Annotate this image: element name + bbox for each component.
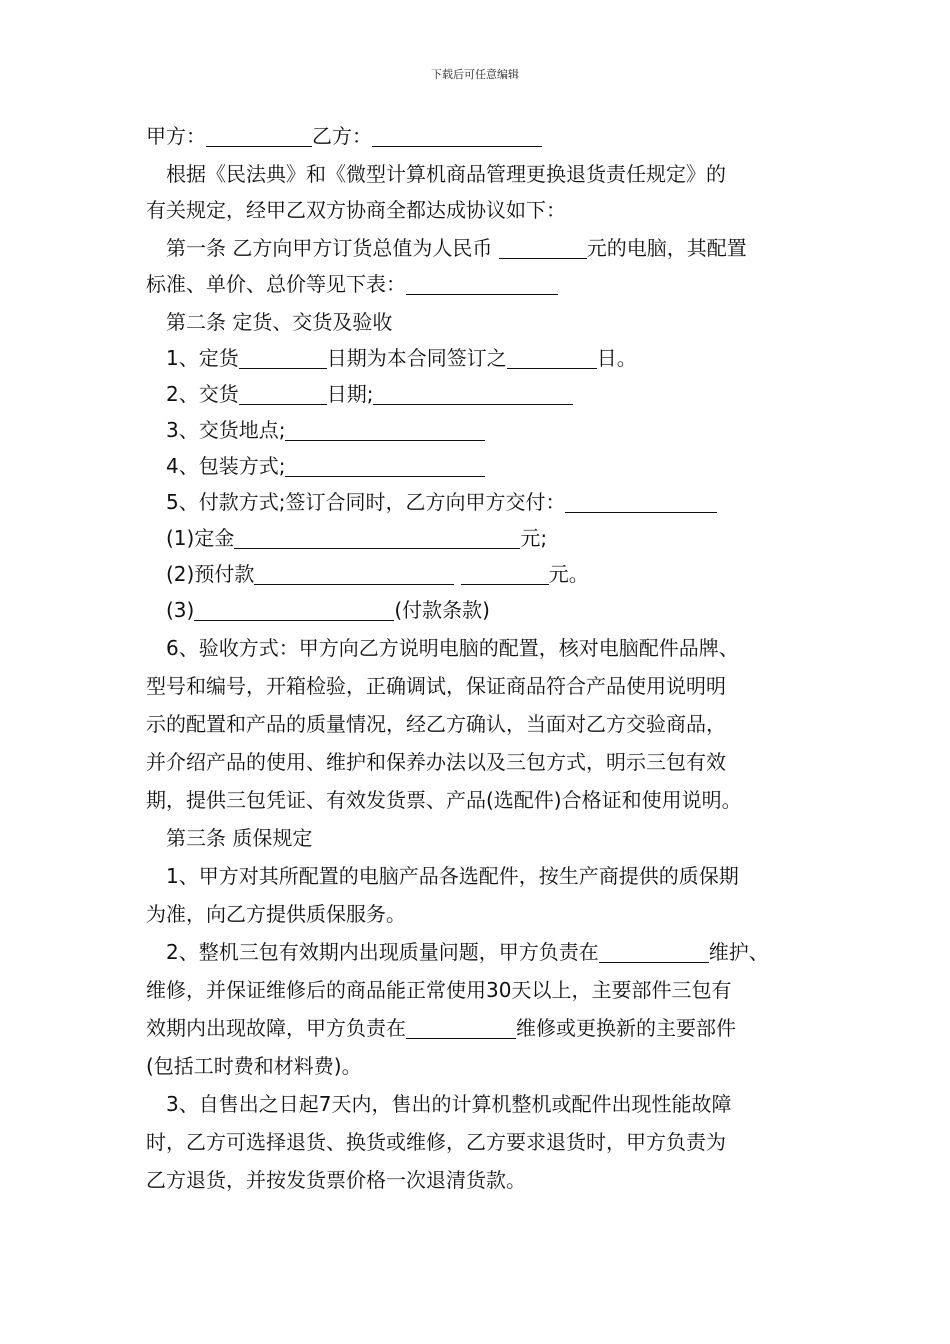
article2-item-4	[146, 448, 836, 484]
item1-label: 1、定货	[166, 346, 239, 370]
prepay-blank-1[interactable]	[254, 564, 454, 585]
article3-item-2-line-2: 维修，并保证维修后的商品能正常使用30天以上，主要部件三包有	[146, 978, 732, 1002]
article3-item-1-line-2: 为准，向乙方提供质保服务。	[146, 902, 406, 926]
article2-item-6-line-5: 期，提供三包凭证、有效发货票、产品(选配件)合格证和使用说明。	[146, 788, 742, 812]
article3-item-3-line-3: 乙方退货，并按发货票价格一次退清货款。	[146, 1168, 526, 1192]
article2-item-2	[146, 376, 836, 412]
article2-item-6-line-1: 6、验收方式：甲方向乙方说明电脑的配置，核对电脑配件品牌、	[166, 636, 739, 660]
party-b-label: 乙方：	[312, 124, 372, 148]
prepay-blank-2[interactable]	[461, 564, 549, 585]
price-table-blank[interactable]	[406, 274, 558, 295]
warranty-text-a: 2、整机三包有效期内出现质量问题，甲方负责在	[166, 940, 599, 964]
article3-item-2-line-4: (包括工时费和材料费)。	[146, 1054, 362, 1078]
article1-line-1	[146, 230, 836, 266]
warranty-text-c: 效期内出现故障，甲方负责在	[146, 1016, 406, 1040]
delivery-date-blank[interactable]	[373, 384, 573, 405]
header-note: 下载后可任意编辑	[431, 68, 519, 81]
article2-item-6-line-4: 并介绍产品的使用、维护和保养办法以及三包方式，明示三包有效	[146, 750, 726, 774]
delivery-place-blank[interactable]	[285, 420, 485, 441]
payment-sub-3	[146, 592, 836, 628]
article3-item-2-line-3	[146, 1010, 836, 1046]
deposit-label: (1)定金	[166, 526, 235, 550]
party-b-blank[interactable]	[372, 126, 542, 147]
item4-label: 4、包装方式;	[166, 454, 286, 478]
article2-item-3	[146, 412, 836, 448]
warranty-text-d: 维修或更换新的主要部件	[516, 1016, 736, 1040]
item5-label: 5、付款方式;签订合同时，乙方向甲方交付：	[166, 490, 566, 514]
item2-label: 2、交货	[166, 382, 239, 406]
intro-line-2: 有关规定，经甲乙双方协商全都达成协议如下：	[146, 198, 566, 222]
item1-text: 日期为本合同签订之	[326, 346, 507, 370]
intro-line-1: 根据《民法典》和《微型计算机商品管理更换退货责任规定》的	[166, 162, 726, 186]
order-blank[interactable]	[239, 348, 327, 369]
article3-title: 第三条 质保规定	[166, 826, 313, 850]
article2-title: 第二条 定货、交货及验收	[166, 310, 393, 334]
party-a-label: 甲方：	[146, 124, 206, 148]
item2-text: 日期;	[326, 382, 374, 406]
item1-end: 日。	[596, 346, 637, 370]
article2-item-5	[146, 484, 836, 520]
article3-item-3-line-1: 3、自售出之日起7天内，售出的计算机整机或配件出现性能故障	[166, 1092, 732, 1116]
total-amount-blank[interactable]	[499, 238, 587, 259]
article2-item-6-line-3: 示的配置和产品的质量情况，经乙方确认，当面对乙方交验商品，	[146, 712, 726, 736]
deposit-unit: 元;	[520, 526, 548, 550]
contract-body	[146, 118, 836, 1198]
deposit-blank[interactable]	[234, 528, 520, 549]
parties-line	[146, 118, 836, 154]
article3-item-3-line-2: 时，乙方可选择退货、换货或维修，乙方要求退货时，甲方负责为	[146, 1130, 726, 1154]
party-a-blank[interactable]	[206, 126, 312, 147]
payment-blank[interactable]	[565, 492, 717, 513]
article1-text-a: 第一条 乙方向甲方订货总值为人民币	[166, 236, 493, 260]
article1-text-b: 元的电脑，其配置	[586, 236, 747, 260]
warranty-text-b: 维护、	[708, 940, 769, 964]
warranty-blank-1[interactable]	[599, 942, 709, 963]
payment-sub-1	[146, 520, 836, 556]
article3-item-2-line-1	[146, 934, 836, 970]
prepay-unit: 元。	[548, 562, 589, 586]
order-days-blank[interactable]	[507, 348, 597, 369]
terms-text: (付款条款)	[394, 598, 490, 622]
delivery-blank[interactable]	[239, 384, 327, 405]
payment-sub-2	[146, 556, 836, 592]
article3-item-1-line-1: 1、甲方对其所配置的电脑产品各选配件，按生产商提供的质保期	[166, 864, 739, 888]
article1-line-2	[146, 266, 836, 302]
packing-blank[interactable]	[285, 456, 485, 477]
article2-item-1	[146, 340, 836, 376]
terms-label: (3)	[166, 598, 195, 622]
article1-text-c: 标准、单价、总价等见下表：	[146, 272, 406, 296]
prepay-label: (2)预付款	[166, 562, 255, 586]
article2-item-6-line-2: 型号和编号，开箱检验，正确调试，保证商品符合产品使用说明明	[146, 674, 726, 698]
terms-blank[interactable]	[194, 600, 394, 621]
warranty-blank-2[interactable]	[406, 1018, 516, 1039]
item3-label: 3、交货地点;	[166, 418, 286, 442]
